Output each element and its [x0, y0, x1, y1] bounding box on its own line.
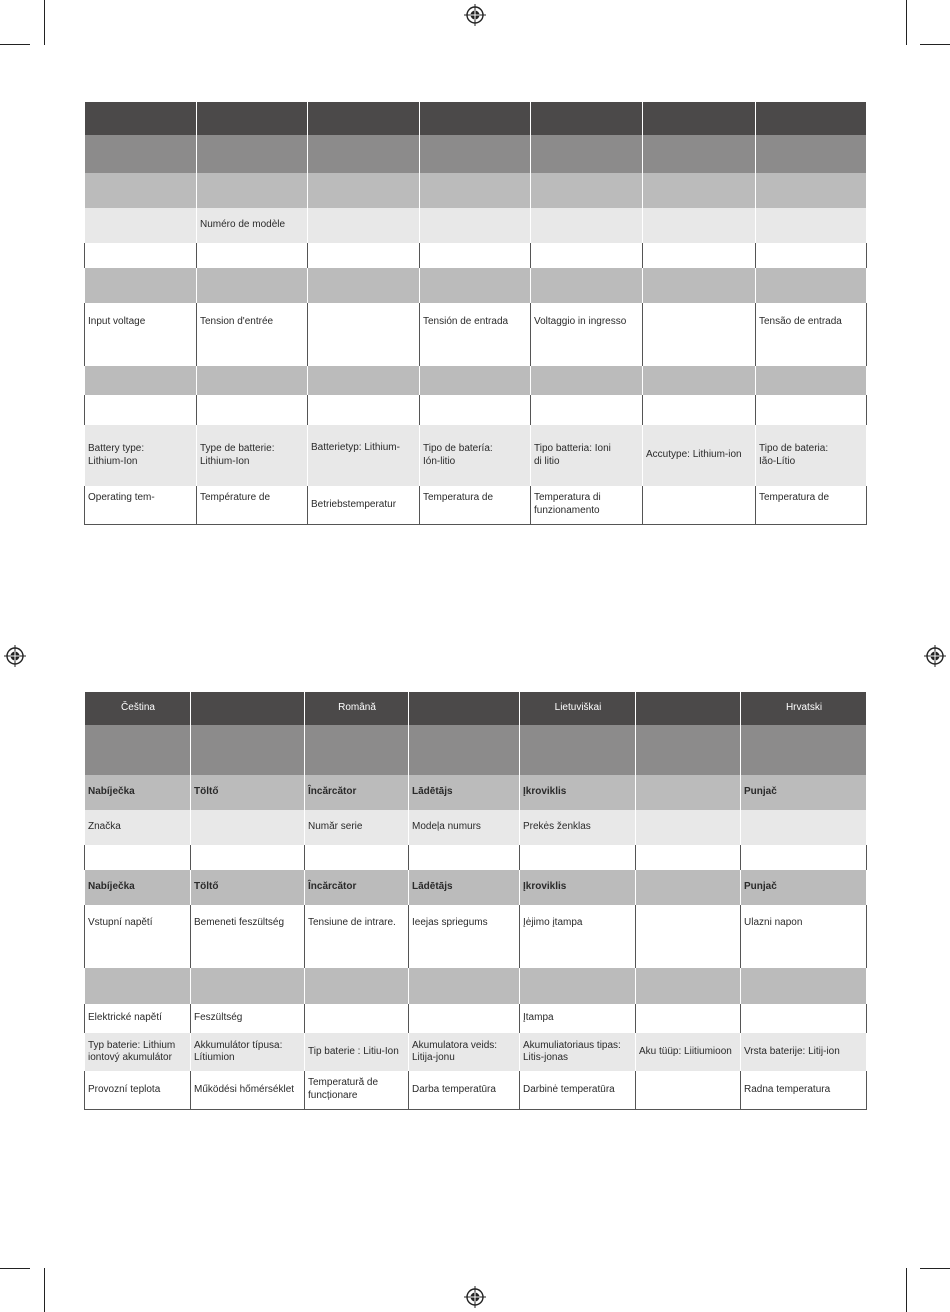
- table-cell: Modeļa numurs: [409, 810, 520, 845]
- crop-mark: [906, 1268, 907, 1312]
- table-cell: [756, 268, 867, 303]
- table-cell: Įkroviklis: [520, 870, 636, 905]
- table-cell: [756, 366, 867, 395]
- table-cell: [531, 243, 643, 268]
- table-cell: Darba temperatūra: [409, 1071, 520, 1109]
- table-cell: [741, 1004, 867, 1033]
- language-header: [191, 692, 305, 725]
- table-cell: [85, 173, 197, 208]
- table-cell: Feszültség: [191, 1004, 305, 1033]
- table-cell: Radna temperatura: [741, 1071, 867, 1109]
- table-cell: Voltaggio in ingresso: [531, 303, 643, 366]
- table-cell: [420, 366, 531, 395]
- table-cell: [741, 725, 867, 775]
- table-cell: [643, 243, 756, 268]
- table-cell: [308, 173, 420, 208]
- table-cell: [85, 395, 197, 425]
- table-cell: [636, 725, 741, 775]
- table-cell: Tipo batteria: Ioni di litio: [531, 425, 643, 486]
- table-cell: [197, 102, 308, 135]
- table-cell: [420, 102, 531, 135]
- table-cell: [636, 845, 741, 870]
- table-cell: [636, 775, 741, 810]
- table-row: [85, 1033, 867, 1071]
- table-cell: Temperatura di funzionamento: [531, 486, 643, 524]
- table-cell: Punjač: [741, 870, 867, 905]
- table-cell: [531, 135, 643, 173]
- table-cell: [308, 135, 420, 173]
- table-cell: Akumulatora veids: Litija-jonu: [409, 1033, 520, 1071]
- language-header: Hrvatski: [741, 692, 867, 725]
- table-cell: [409, 1004, 520, 1033]
- table-cell: Temperatura de: [420, 486, 531, 524]
- table-cell: Încărcător: [305, 775, 409, 810]
- table-cell: [531, 102, 643, 135]
- table-cell: Elektrické napětí: [85, 1004, 191, 1033]
- table-cell: [409, 968, 520, 1004]
- table-row: [85, 135, 867, 173]
- table-cell: Működési hőmérséklet: [191, 1071, 305, 1109]
- table-cell: [636, 905, 741, 968]
- table-cell: Vstupní napětí: [85, 905, 191, 968]
- table-cell: [197, 366, 308, 395]
- table-cell: [308, 102, 420, 135]
- table-cell: Numéro de modèle: [197, 208, 308, 243]
- table-cell: [308, 395, 420, 425]
- table-cell: Tensiune de intrare.: [305, 905, 409, 968]
- table-cell: Akkumulátor típusa: Lítiumion: [191, 1033, 305, 1071]
- table-cell: [85, 366, 197, 395]
- table-cell: [420, 208, 531, 243]
- language-header: Čeština: [85, 692, 191, 725]
- table-cell: [636, 1071, 741, 1109]
- table-cell: Température de: [197, 486, 308, 524]
- table-cell: [85, 268, 197, 303]
- table-cell: Accutype: Lithium-ion: [643, 425, 756, 486]
- table-cell: [420, 243, 531, 268]
- table-cell: [756, 173, 867, 208]
- table-cell: [191, 845, 305, 870]
- table-cell: [191, 810, 305, 845]
- table-cell: [531, 395, 643, 425]
- table-cell: Bemeneti feszültség: [191, 905, 305, 968]
- table-cell: Tipo de batería: Ión-litio: [420, 425, 531, 486]
- table-cell: Nabíječka: [85, 775, 191, 810]
- table-cell: [531, 366, 643, 395]
- crop-mark: [44, 0, 45, 45]
- spec-table-eastern: [84, 692, 867, 1110]
- table-cell: Lādētājs: [409, 775, 520, 810]
- table-cell: [643, 395, 756, 425]
- table-cell: Punjač: [741, 775, 867, 810]
- registration-mark-icon: [464, 1286, 486, 1308]
- table-cell: Darbinė temperatūra: [520, 1071, 636, 1109]
- language-header: [409, 692, 520, 725]
- table-cell: [636, 1004, 741, 1033]
- table-cell: [85, 968, 191, 1004]
- table-cell: Ulazni napon: [741, 905, 867, 968]
- table-cell: [85, 725, 191, 775]
- table-cell: [197, 243, 308, 268]
- language-header: Lietuviškai: [520, 692, 636, 725]
- table-cell: Tension d'entrée: [197, 303, 308, 366]
- table-cell: [741, 810, 867, 845]
- table-cell: [741, 968, 867, 1004]
- table-cell: Battery type: Lithium-Ion: [85, 425, 197, 486]
- table-cell: [191, 725, 305, 775]
- table-cell: [409, 845, 520, 870]
- table-cell: [308, 243, 420, 268]
- table-row: [85, 486, 867, 524]
- table-cell: [197, 173, 308, 208]
- table-cell: [420, 395, 531, 425]
- table-cell: Įėjimo įtampa: [520, 905, 636, 968]
- table-row: [85, 845, 867, 870]
- table-cell: [85, 208, 197, 243]
- table-row: [85, 366, 867, 395]
- table-cell: Įtampa: [520, 1004, 636, 1033]
- table-cell: [197, 395, 308, 425]
- table-cell: [420, 135, 531, 173]
- table-row: [85, 775, 867, 810]
- table-cell: [756, 208, 867, 243]
- table-cell: Lādētājs: [409, 870, 520, 905]
- table-cell: [308, 268, 420, 303]
- table-cell: [531, 208, 643, 243]
- table-cell: [308, 208, 420, 243]
- table-cell: [531, 268, 643, 303]
- table-cell: [643, 173, 756, 208]
- table-cell: Tip baterie : Litiu-Ion: [305, 1033, 409, 1071]
- table-cell: [197, 268, 308, 303]
- table-cell: Ieejas spriegums: [409, 905, 520, 968]
- table-cell: [643, 102, 756, 135]
- table-header-row: [85, 102, 867, 135]
- table-cell: [420, 268, 531, 303]
- table-cell: Tensão de entrada: [756, 303, 867, 366]
- table-cell: [197, 135, 308, 173]
- table-row: [85, 905, 867, 968]
- table-cell: Typ baterie: Lithium iontový akumulátor: [85, 1033, 191, 1071]
- table-cell: [85, 243, 197, 268]
- table-row: [85, 395, 867, 425]
- language-header: [636, 692, 741, 725]
- table-cell: [643, 268, 756, 303]
- table-cell: Input voltage: [85, 303, 197, 366]
- table-cell: [308, 303, 420, 366]
- table-row: [85, 810, 867, 845]
- table-cell: [305, 1004, 409, 1033]
- table-cell: [643, 486, 756, 524]
- table-cell: Temperatura de: [756, 486, 867, 524]
- crop-mark: [920, 1268, 950, 1269]
- crop-mark: [0, 44, 30, 45]
- table-cell: [531, 173, 643, 208]
- table-cell: Akumuliatoriaus tipas: Litis-jonas: [520, 1033, 636, 1071]
- crop-mark: [0, 1268, 30, 1269]
- table-cell: [520, 968, 636, 1004]
- table-cell: [520, 845, 636, 870]
- table-cell: [643, 303, 756, 366]
- table-cell: [643, 135, 756, 173]
- table-cell: Töltő: [191, 775, 305, 810]
- table-row: [85, 968, 867, 1004]
- table-cell: Įkroviklis: [520, 775, 636, 810]
- crop-mark: [44, 1268, 45, 1312]
- table-cell: [756, 102, 867, 135]
- table-cell: Operating tem-: [85, 486, 197, 524]
- table-cell: Aku tüüp: Liitiumioon: [636, 1033, 741, 1071]
- registration-mark-icon: [4, 645, 26, 667]
- table-cell: Vrsta baterije: Litij-ion: [741, 1033, 867, 1071]
- table-cell: [636, 810, 741, 845]
- table-cell: [636, 870, 741, 905]
- table-cell: [643, 208, 756, 243]
- table-row: [85, 303, 867, 366]
- table-cell: [85, 845, 191, 870]
- registration-mark-icon: [464, 4, 486, 26]
- table-cell: Nabíječka: [85, 870, 191, 905]
- table-cell: Tipo de bateria: Ião-Lítio: [756, 425, 867, 486]
- table-cell: [643, 366, 756, 395]
- table-cell: [636, 968, 741, 1004]
- crop-mark: [920, 44, 950, 45]
- table-cell: Temperatură de funcționare: [305, 1071, 409, 1109]
- table-row: [85, 725, 867, 775]
- table-cell: Betriebstemperatur: [308, 486, 420, 524]
- table-cell: [741, 845, 867, 870]
- table-row: [85, 425, 867, 486]
- table-row: [85, 1071, 867, 1109]
- table-row: [85, 870, 867, 905]
- table-cell: [305, 968, 409, 1004]
- table-cell: [85, 135, 197, 173]
- table-header-row: [85, 692, 867, 725]
- table-cell: Töltő: [191, 870, 305, 905]
- crop-mark: [906, 0, 907, 45]
- table-cell: Număr serie: [305, 810, 409, 845]
- table-row: [85, 173, 867, 208]
- table-cell: [191, 968, 305, 1004]
- table-cell: Încărcător: [305, 870, 409, 905]
- table-cell: Prekės ženklas: [520, 810, 636, 845]
- table-cell: [85, 102, 197, 135]
- table-cell: [756, 243, 867, 268]
- table-cell: [305, 845, 409, 870]
- spec-table-western: [84, 102, 867, 525]
- table-cell: [520, 725, 636, 775]
- table-cell: Type de batterie: Lithium-Ion: [197, 425, 308, 486]
- registration-mark-icon: [924, 645, 946, 667]
- table-cell: Značka: [85, 810, 191, 845]
- table-row: [85, 208, 867, 243]
- table-cell: [756, 135, 867, 173]
- table-row: [85, 268, 867, 303]
- table-cell: Provozní teplota: [85, 1071, 191, 1109]
- table-cell: [409, 725, 520, 775]
- language-header: Română: [305, 692, 409, 725]
- table-cell: Tensión de entrada: [420, 303, 531, 366]
- table-row: [85, 1004, 867, 1033]
- table-cell: [308, 366, 420, 395]
- table-cell: [756, 395, 867, 425]
- table-cell: [420, 173, 531, 208]
- table-row: [85, 243, 867, 268]
- table-cell: [305, 725, 409, 775]
- table-cell: Batterietyp: Lithium-: [308, 425, 420, 486]
